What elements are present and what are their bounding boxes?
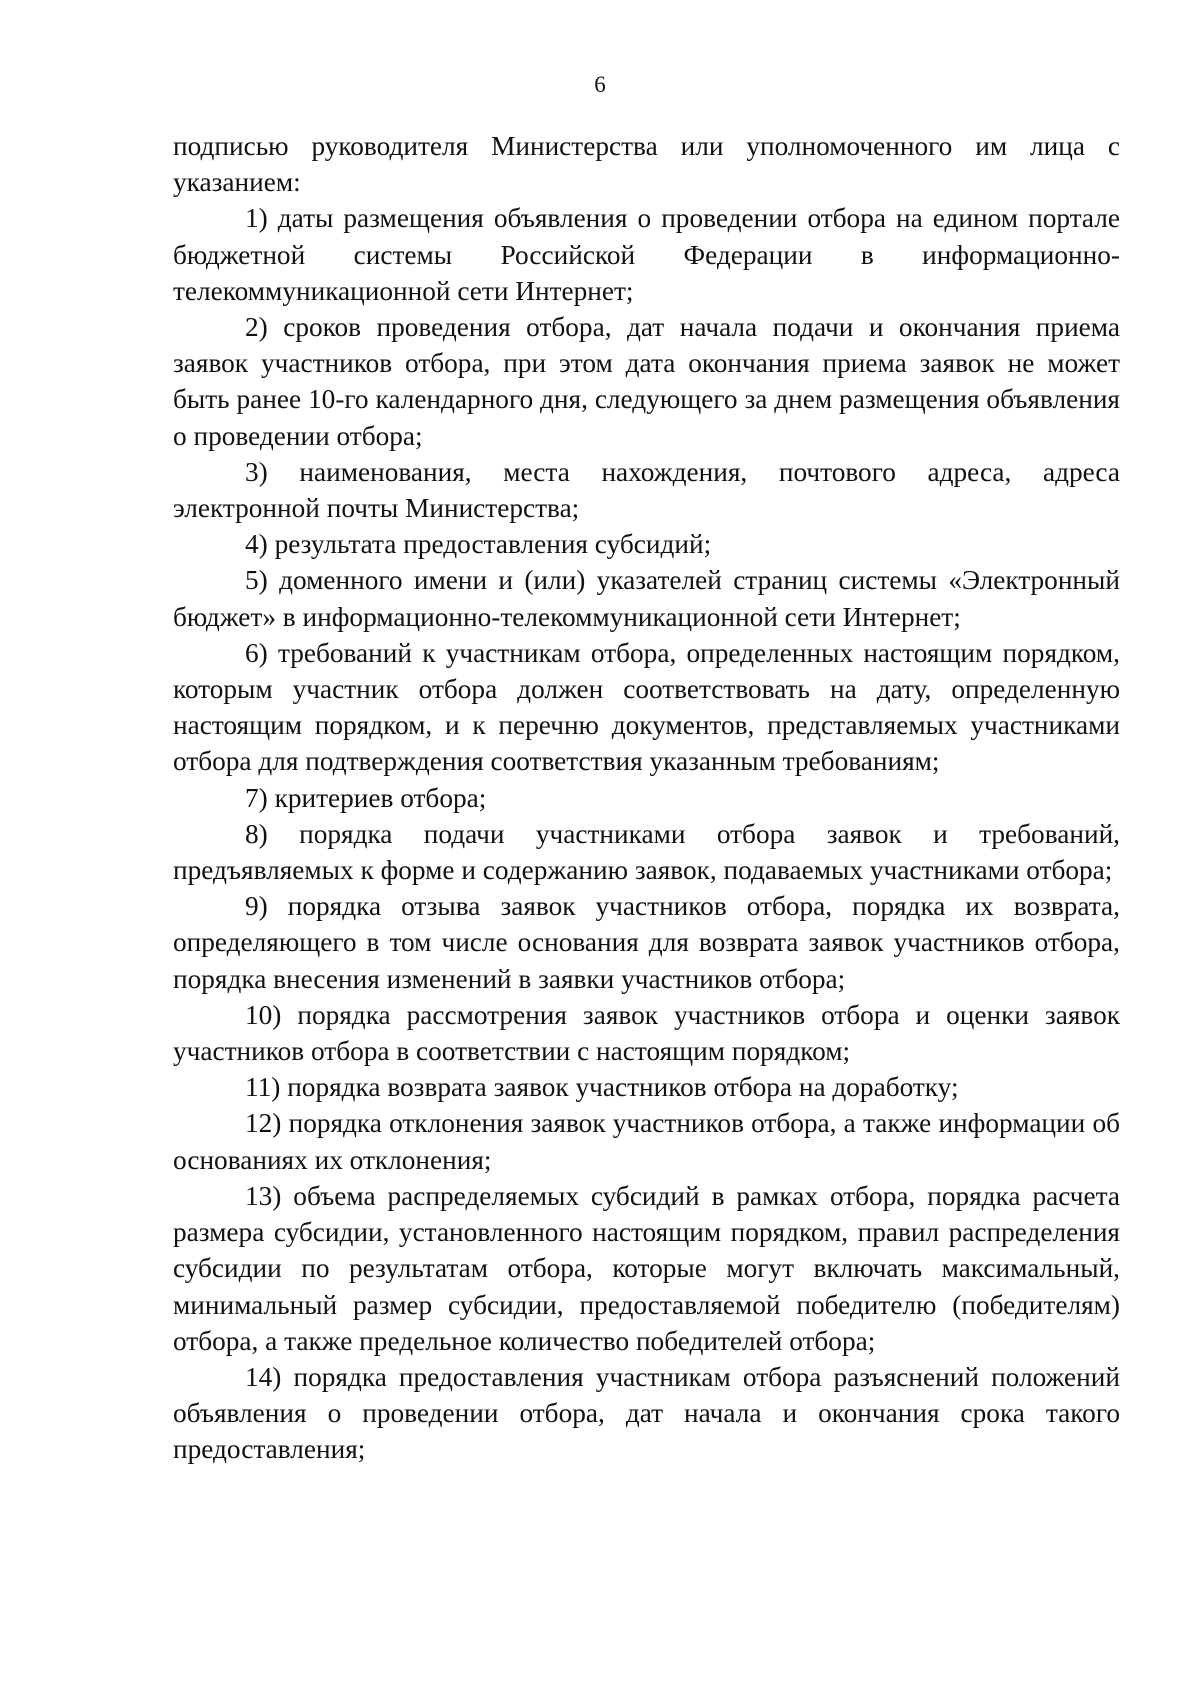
- list-item-4: 4) результата предоставления субсидий;: [245, 529, 712, 560]
- list-item-3: 3) наименования, места нахождения, почтового адреса, адреса электронной почты Министерства;: [173, 456, 1120, 524]
- list-item-6: 6) требований к участникам отбора, определенных настоящим порядком, которым участник отбора должен соответствовать на дату, определенную настоящим порядком, и к перечню документов, представляемых участниками отбора для подтверждения соответствия указанным требованиям;: [173, 637, 1120, 777]
- document-body: [173, 128, 1120, 1468]
- list-item-5: 5) доменного имени и (или) указателей страниц системы «Электронный бюджет» в информационно-телекоммуникационной сети Интернет;: [173, 565, 1120, 632]
- intro-paragraph: подписью руководителя Министерства или уполномоченного им лица с указанием:: [173, 131, 1120, 198]
- list-item-11: 11) порядка возврата заявок участников отбора на доработку;: [245, 1072, 959, 1103]
- list-item-1: 1) даты размещения объявления о проведении отбора на едином портале бюджетной системы Российской Федерации в информационно-телекоммуникационной сети Интернет;: [173, 203, 1120, 306]
- list-item-10: 10) порядка рассмотрения заявок участников отбора и оценки заявок участников отбора в соответствии с настоящим порядком;: [173, 999, 1120, 1067]
- list-item-9: 9) порядка отзыва заявок участников отбора, порядка их возврата, определяющего в том числе основания для возврата заявок участников отбора, порядка внесения изменений в заявки участников отбора;: [173, 891, 1120, 994]
- list-item-8: 8) порядка подачи участниками отбора заявок и требований, предъявляемых к форме и содержанию заявок, подаваемых участниками отбора;: [173, 818, 1120, 886]
- list-item-14: 14) порядка предоставления участникам отбора разъяснений положений объявления о проведении отбора, дат начала и окончания срока такого предоставления;: [173, 1361, 1120, 1465]
- list-item-12: 12) порядка отклонения заявок участников отбора, а также информации об основаниях их отклонения;: [173, 1108, 1120, 1175]
- page-number: 6: [594, 72, 606, 97]
- list-item-13: 13) объема распределяемых субсидий в рамках отбора, порядка расчета размера субсидии, установленного настоящим порядком, правил распределения субсидии по результатам отбора, которые могут включать максимальный, минимальный размер субсидии, предоставляемой победителю (победителям) отбора, а также предельное количество победителей отбора;: [173, 1180, 1120, 1356]
- list-item-7: 7) критериев отбора;: [245, 782, 487, 813]
- list-item-2: 2) сроков проведения отбора, дат начала подачи и окончания приема заявок участников отбора, при этом дата окончания приема заявок не может быть ранее 10-го календарного дня, следующего за днем размещения объявления о проведении отбора;: [173, 312, 1120, 451]
